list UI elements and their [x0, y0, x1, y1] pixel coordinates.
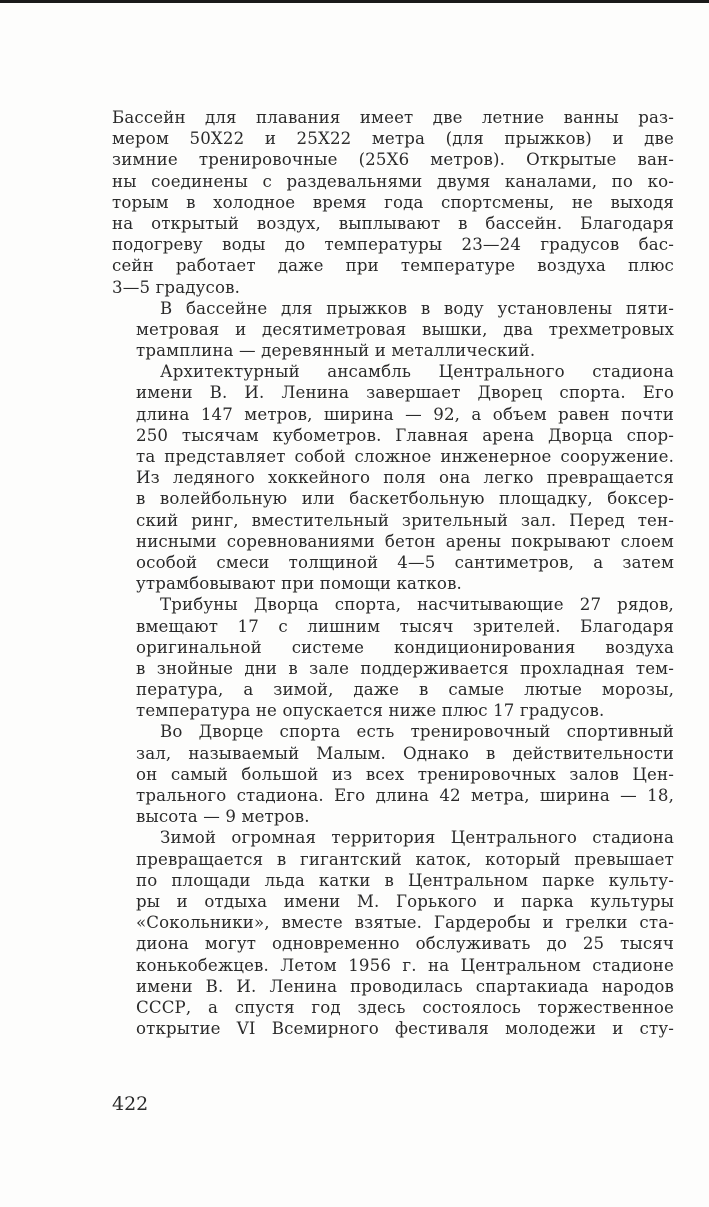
- text-line: нисными соревнованиями бетон арены покрывают слоем: [136, 531, 674, 551]
- text-line: торым в холодное время года спортсмены, не выходя: [112, 192, 674, 212]
- text-line: превращается в гигантский каток, который превышает: [136, 849, 674, 869]
- text-line: ский ринг, вместительный зрительный зал. Перед тен-: [136, 510, 674, 530]
- text-line: в знойные дни в зале поддерживается прохладная тем-: [136, 658, 674, 678]
- text-line: сейн работает даже при температуре воздуха плюс: [112, 256, 674, 276]
- paragraph-winter: [112, 827, 674, 1039]
- paragraph-sports-palace: [112, 361, 674, 594]
- text-line: 250 тысячам кубометров. Главная арена Дворца спор-: [136, 425, 674, 445]
- text-line: он самый большой из всех тренировочных залов Цен-: [136, 764, 674, 784]
- text-line: Трибуны Дворца спорта, насчитывающие 27 рядов,: [160, 595, 674, 615]
- text-line: Во Дворце спорта есть тренировочный спортивный: [160, 722, 674, 742]
- text-line: особой смеси толщиной 4—5 сантиметров, а затем: [136, 552, 674, 572]
- text-line: зал, называемый Малым. Однако в действительности: [136, 743, 674, 763]
- text-line: трального стадиона. Его длина 42 метра, ширина — 18,: [136, 786, 674, 805]
- text-line: высота — 9 метров.: [136, 807, 310, 827]
- text-line: температура не опускается ниже плюс 17 градусов.: [136, 701, 605, 721]
- text-line: Архитектурный ансамбль Центрального стадиона: [160, 362, 674, 382]
- text-line: пература, а зимой, даже в самые лютые морозы,: [136, 680, 674, 700]
- text-line: имени В. И. Ленина проводилась спартакиада народов: [136, 976, 674, 996]
- text-line: СССР, а спустя год здесь состоялось торжественное: [136, 997, 674, 1017]
- text-line: открытие VI Всемирного фестиваля молодежи и сту-: [136, 1019, 674, 1039]
- text-line: Из ледяного хоккейного поля она легко превращается: [136, 468, 674, 488]
- text-line: ры и отдыха имени М. Горького и парка культуры: [136, 891, 674, 911]
- text-line: метровая и десятиметровая вышки, два трехметровых: [136, 319, 674, 339]
- text-line: Зимой огромная территория Центрального стадиона: [160, 828, 674, 848]
- text-line: трамплина — деревянный и металлический.: [136, 341, 536, 361]
- paragraph-diving: [112, 298, 674, 362]
- text-line: имени В. И. Ленина завершает Дворец спорта. Его: [136, 383, 674, 403]
- text-line: мером 50Х22 и 25Х22 метра (для прыжков) и две: [112, 129, 674, 149]
- text-line: по площади льда катки в Центральном парке культу-: [136, 870, 674, 890]
- text-line: В бассейне для прыжков в воду установлены пяти-: [160, 298, 674, 318]
- text-line: подогреву воды до температуры 23—24 градусов бас-: [112, 235, 674, 255]
- text-line: конькобежцев. Летом 1956 г. на Центральном стадионе: [136, 955, 674, 975]
- text-line: длина 147 метров, ширина — 92, а объем равен почти: [136, 404, 674, 424]
- text-line: оригинальной системе кондиционирования воздуха: [136, 637, 674, 657]
- text-line: 3—5 градусов.: [112, 277, 241, 297]
- text-line: в волейбольную или баскетбольную площадку, боксер-: [136, 489, 674, 509]
- text-line: Бассейн для плавания имеет две летние ванны раз-: [112, 108, 674, 127]
- paragraph-pool: [112, 107, 674, 298]
- text-line: на открытый воздух, выплывают в бассейн. Благодаря: [112, 213, 674, 233]
- top-edge-rule: [0, 0, 709, 3]
- text-line: вмещают 17 с лишним тысяч зрителей. Благодаря: [136, 616, 674, 636]
- text-line: утрамбовывают при помощи катков.: [136, 574, 462, 594]
- text-line: та представляет собой сложное инженерное сооружение.: [136, 447, 674, 466]
- text-line: зимние тренировочные (25Х6 метров). Открытые ван-: [112, 150, 674, 170]
- text-line: ны соединены с раздевальнями двумя каналами, по ко-: [112, 171, 674, 191]
- page-number: 422: [112, 1093, 149, 1115]
- text-line: «Сокольники», вместе взятые. Гардеробы и грелки ста-: [136, 913, 674, 933]
- paragraph-small-hall: [112, 721, 674, 827]
- text-line: диона могут одновременно обслуживать до 25 тысяч: [136, 934, 674, 954]
- body-text: [112, 107, 674, 1039]
- paragraph-stands: [112, 594, 674, 721]
